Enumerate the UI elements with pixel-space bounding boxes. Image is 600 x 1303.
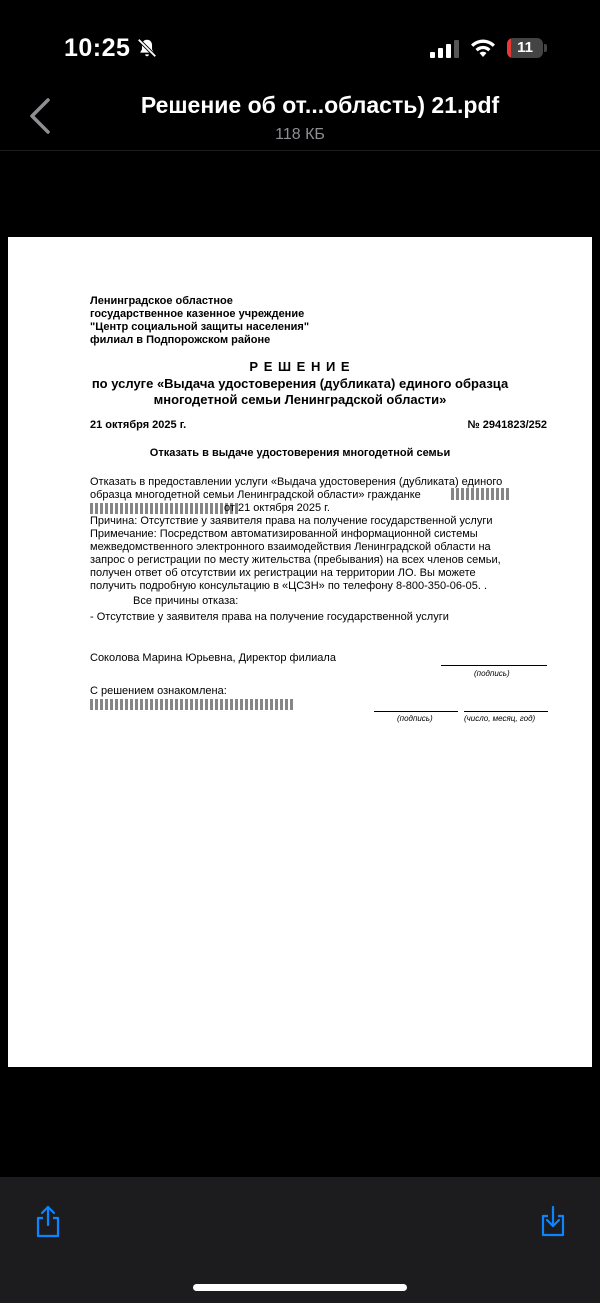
home-indicator: [193, 1284, 407, 1291]
download-icon[interactable]: [538, 1204, 568, 1238]
body-line-3: от 21 октября 2025 г.: [224, 502, 330, 514]
ack-date-line: [464, 711, 548, 712]
body-line-5: Примечание: Посредством автоматизированной информационной системы: [90, 528, 478, 540]
bottom-toolbar: [0, 1177, 600, 1303]
battery-percent: 11: [517, 39, 533, 56]
document-file-size: 118 КБ: [275, 126, 325, 143]
reason-item: - Отсутствие у заявителя права на получение государственной услуги: [90, 611, 449, 623]
signature-caption: (подпись): [474, 669, 510, 678]
body-line-4: Причина: Отсутствие у заявителя права на получение государственной услуги: [90, 515, 493, 527]
battery-indicator: [507, 38, 543, 58]
header-divider: [0, 150, 600, 151]
acknowledged-label: С решением ознакомлена:: [90, 685, 227, 697]
document-title: Решение об от...область) 21.pdf: [140, 92, 500, 118]
battery-level-fill: [507, 38, 511, 58]
pdf-page: [8, 237, 592, 1067]
body-line-8: получен ответ об отсутствии их регистрации на территории ЛО. Вы можете: [90, 567, 476, 579]
decision-subject: Отказать в выдаче удостоверения многодетной семьи: [149, 447, 451, 459]
status-bar: [0, 0, 600, 90]
service-line-1: по услуге «Выдача удостоверения (дубликата) единого образца: [91, 376, 509, 391]
pdf-viewer[interactable]: [0, 152, 600, 1177]
reasons-label: Все причины отказа:: [133, 595, 239, 607]
org-line-3: "Центр социальной защиты населения": [90, 321, 310, 333]
body-line-2: образца многодетной семьи Ленинградской области» гражданке: [90, 489, 421, 501]
body-line-6: межведомственного электронного взаимодействия Ленинградской области на: [90, 541, 491, 553]
status-time: 10:25: [64, 34, 131, 62]
wifi-icon: [470, 38, 496, 58]
bell-off-icon: [136, 37, 158, 59]
redacted-name: [90, 699, 295, 710]
body-line-1: Отказать в предоставлении услуги «Выдача удостоверения (дубликата) единого: [90, 476, 503, 488]
signature-line: [441, 665, 547, 666]
org-line-4: филиал в Подпорожском районе: [90, 334, 271, 346]
body-line-7: запрос о регистрации по месту жительства (пребывания) на всех членов семьи,: [90, 554, 501, 566]
decision-heading: Р Е Ш Е Н И Е: [249, 359, 351, 374]
share-icon[interactable]: [34, 1204, 62, 1238]
redacted-name: [90, 503, 240, 514]
org-line-1: Ленинградское областное: [90, 295, 233, 307]
org-line-2: государственное казенное учреждение: [90, 308, 305, 320]
decision-number: № 2941823/252: [467, 419, 547, 431]
signer-name: Соколова Марина Юрьевна, Директор филиала: [90, 652, 336, 664]
ack-signature-line: [374, 711, 458, 712]
ack-date-caption: (число, месяц, год): [464, 714, 536, 723]
ack-signature-caption: (подпись): [397, 714, 433, 723]
body-line-9: получить подробную консультацию в «ЦСЗН» по телефону 8-800-350-06-05. .: [90, 580, 488, 592]
cellular-signal-icon: [430, 40, 460, 58]
decision-date: 21 октября 2025 г.: [90, 419, 187, 431]
redacted-name: [451, 488, 509, 500]
document-header: [0, 90, 600, 152]
battery-tip: [544, 44, 547, 52]
service-line-2: многодетной семьи Ленинградской области»: [153, 392, 447, 407]
